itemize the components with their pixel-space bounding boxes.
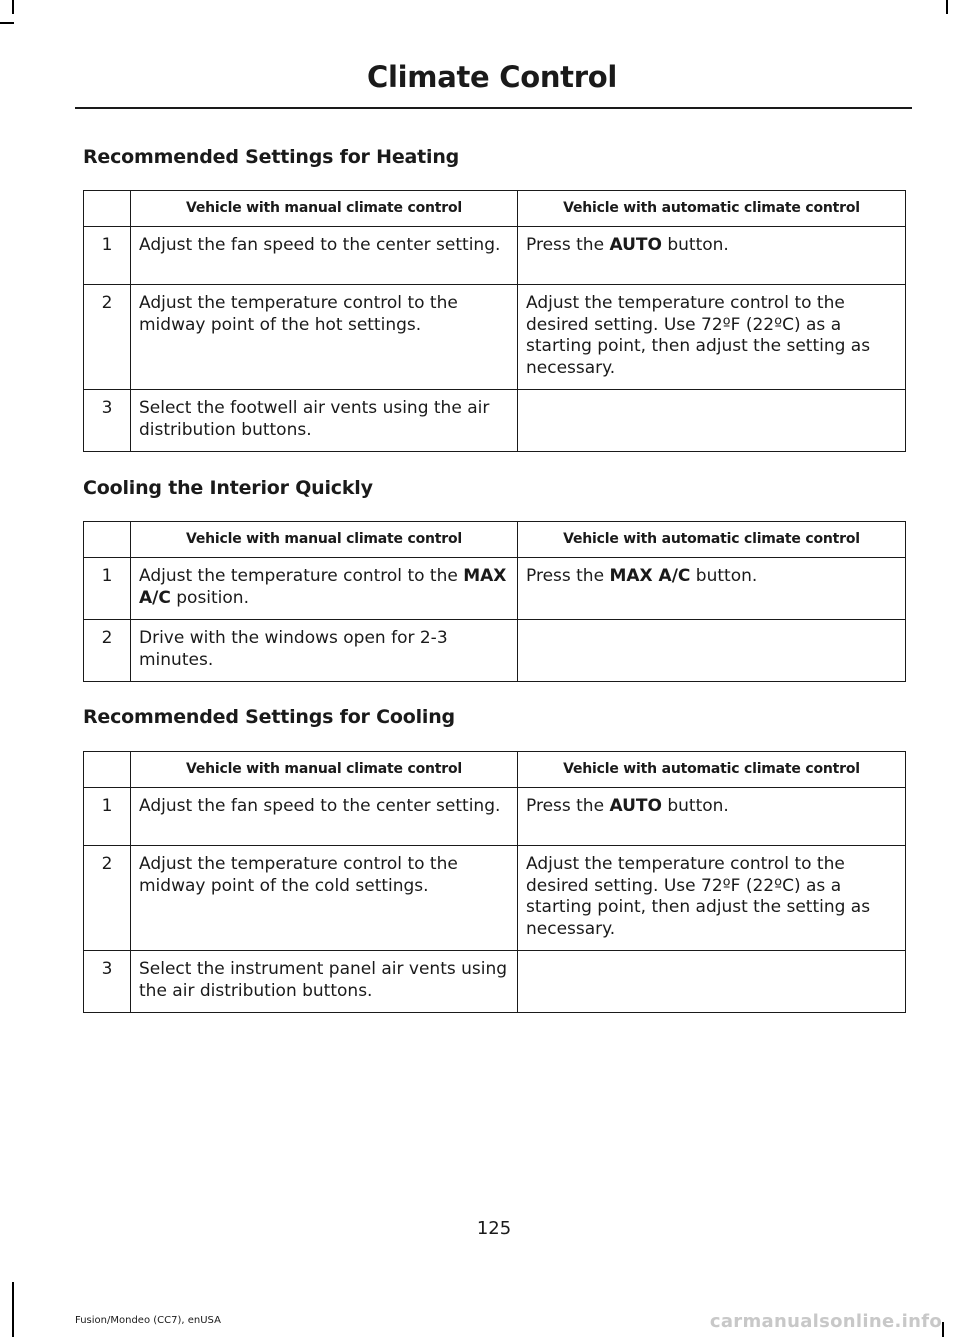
row-number: 2 xyxy=(84,846,131,951)
manual-cell: Adjust the fan speed to the center setting. xyxy=(131,227,518,285)
crop-mark xyxy=(942,1322,944,1337)
manual-cell: Adjust the fan speed to the center setting. xyxy=(131,788,518,846)
crop-mark xyxy=(12,1282,14,1337)
header-num xyxy=(84,191,131,227)
section-title-heating: Recommended Settings for Heating xyxy=(83,146,460,168)
setting-name: MAX A/C xyxy=(139,566,507,608)
table-row xyxy=(84,951,906,1013)
manual-cell: Select the instrument panel air vents using the air distribution buttons. xyxy=(131,951,518,1013)
table-header-row xyxy=(84,191,906,227)
header-manual: Vehicle with manual climate control xyxy=(131,191,518,227)
manual-text: position. xyxy=(170,587,249,608)
manual-cell: Select the footwell air vents using the air distribution buttons. xyxy=(131,390,518,452)
automatic-cell xyxy=(518,227,906,285)
auto-text: Press the xyxy=(526,566,610,586)
row-number: 2 xyxy=(84,620,131,682)
section-title-cooling-quickly: Cooling the Interior Quickly xyxy=(83,477,373,499)
automatic-cell: Adjust the temperature control to the desired setting. Use 72ºF (22ºC) as a starting point, then adjust the setting as necessary. xyxy=(518,285,906,390)
header-num xyxy=(84,522,131,558)
footer-model: Fusion/Mondeo (CC7), enUSA xyxy=(75,1315,221,1326)
automatic-cell xyxy=(518,390,906,452)
automatic-cell xyxy=(518,558,906,620)
header-automatic: Vehicle with automatic climate control xyxy=(518,191,906,227)
watermark: carmanualsonline.info xyxy=(709,1311,942,1332)
row-number: 1 xyxy=(84,558,131,620)
header-automatic: Vehicle with automatic climate control xyxy=(518,752,906,788)
manual-cell: Adjust the temperature control to the midway point of the cold settings. xyxy=(131,846,518,951)
cooling-table xyxy=(83,751,906,1013)
header-num xyxy=(84,752,131,788)
table-row xyxy=(84,285,906,390)
header-automatic: Vehicle with automatic climate control xyxy=(518,522,906,558)
auto-text: Press the xyxy=(526,796,610,816)
crop-mark xyxy=(0,22,14,24)
row-number: 3 xyxy=(84,390,131,452)
automatic-cell xyxy=(518,620,906,682)
page-number: 125 xyxy=(476,1218,512,1239)
auto-text: button. xyxy=(690,566,758,586)
row-number: 3 xyxy=(84,951,131,1013)
table-header-row xyxy=(84,522,906,558)
crop-mark xyxy=(946,0,948,14)
cooling-quickly-table xyxy=(83,521,906,682)
manual-cell: Adjust the temperature control to the midway point of the hot settings. xyxy=(131,285,518,390)
table-row xyxy=(84,390,906,452)
automatic-cell xyxy=(518,788,906,846)
table-row xyxy=(84,620,906,682)
header-manual: Vehicle with manual climate control xyxy=(131,752,518,788)
table-row xyxy=(84,788,906,846)
button-name: MAX A/C xyxy=(609,566,691,586)
manual-text: Adjust the temperature control to the xyxy=(139,566,464,586)
crop-mark xyxy=(12,0,14,14)
auto-text: button. xyxy=(661,796,729,816)
button-name: AUTO xyxy=(609,235,662,255)
table-row xyxy=(84,227,906,285)
table-row xyxy=(84,846,906,951)
manual-cell xyxy=(131,558,518,620)
auto-text: Press the xyxy=(526,235,610,255)
automatic-cell: Adjust the temperature control to the desired setting. Use 72ºF (22ºC) as a starting point, then adjust the setting as necessary. xyxy=(518,846,906,951)
auto-text: button. xyxy=(661,235,729,255)
row-number: 2 xyxy=(84,285,131,390)
automatic-cell xyxy=(518,951,906,1013)
header-manual: Vehicle with manual climate control xyxy=(131,522,518,558)
table-header-row xyxy=(84,752,906,788)
section-title-cooling: Recommended Settings for Cooling xyxy=(83,706,455,728)
page-header xyxy=(75,60,912,109)
row-number: 1 xyxy=(84,227,131,285)
page-title: Climate Control xyxy=(367,60,617,94)
table-row xyxy=(84,558,906,620)
button-name: AUTO xyxy=(609,796,662,816)
manual-cell: Drive with the windows open for 2-3 minutes. xyxy=(131,620,518,682)
heating-table xyxy=(83,190,906,452)
row-number: 1 xyxy=(84,788,131,846)
